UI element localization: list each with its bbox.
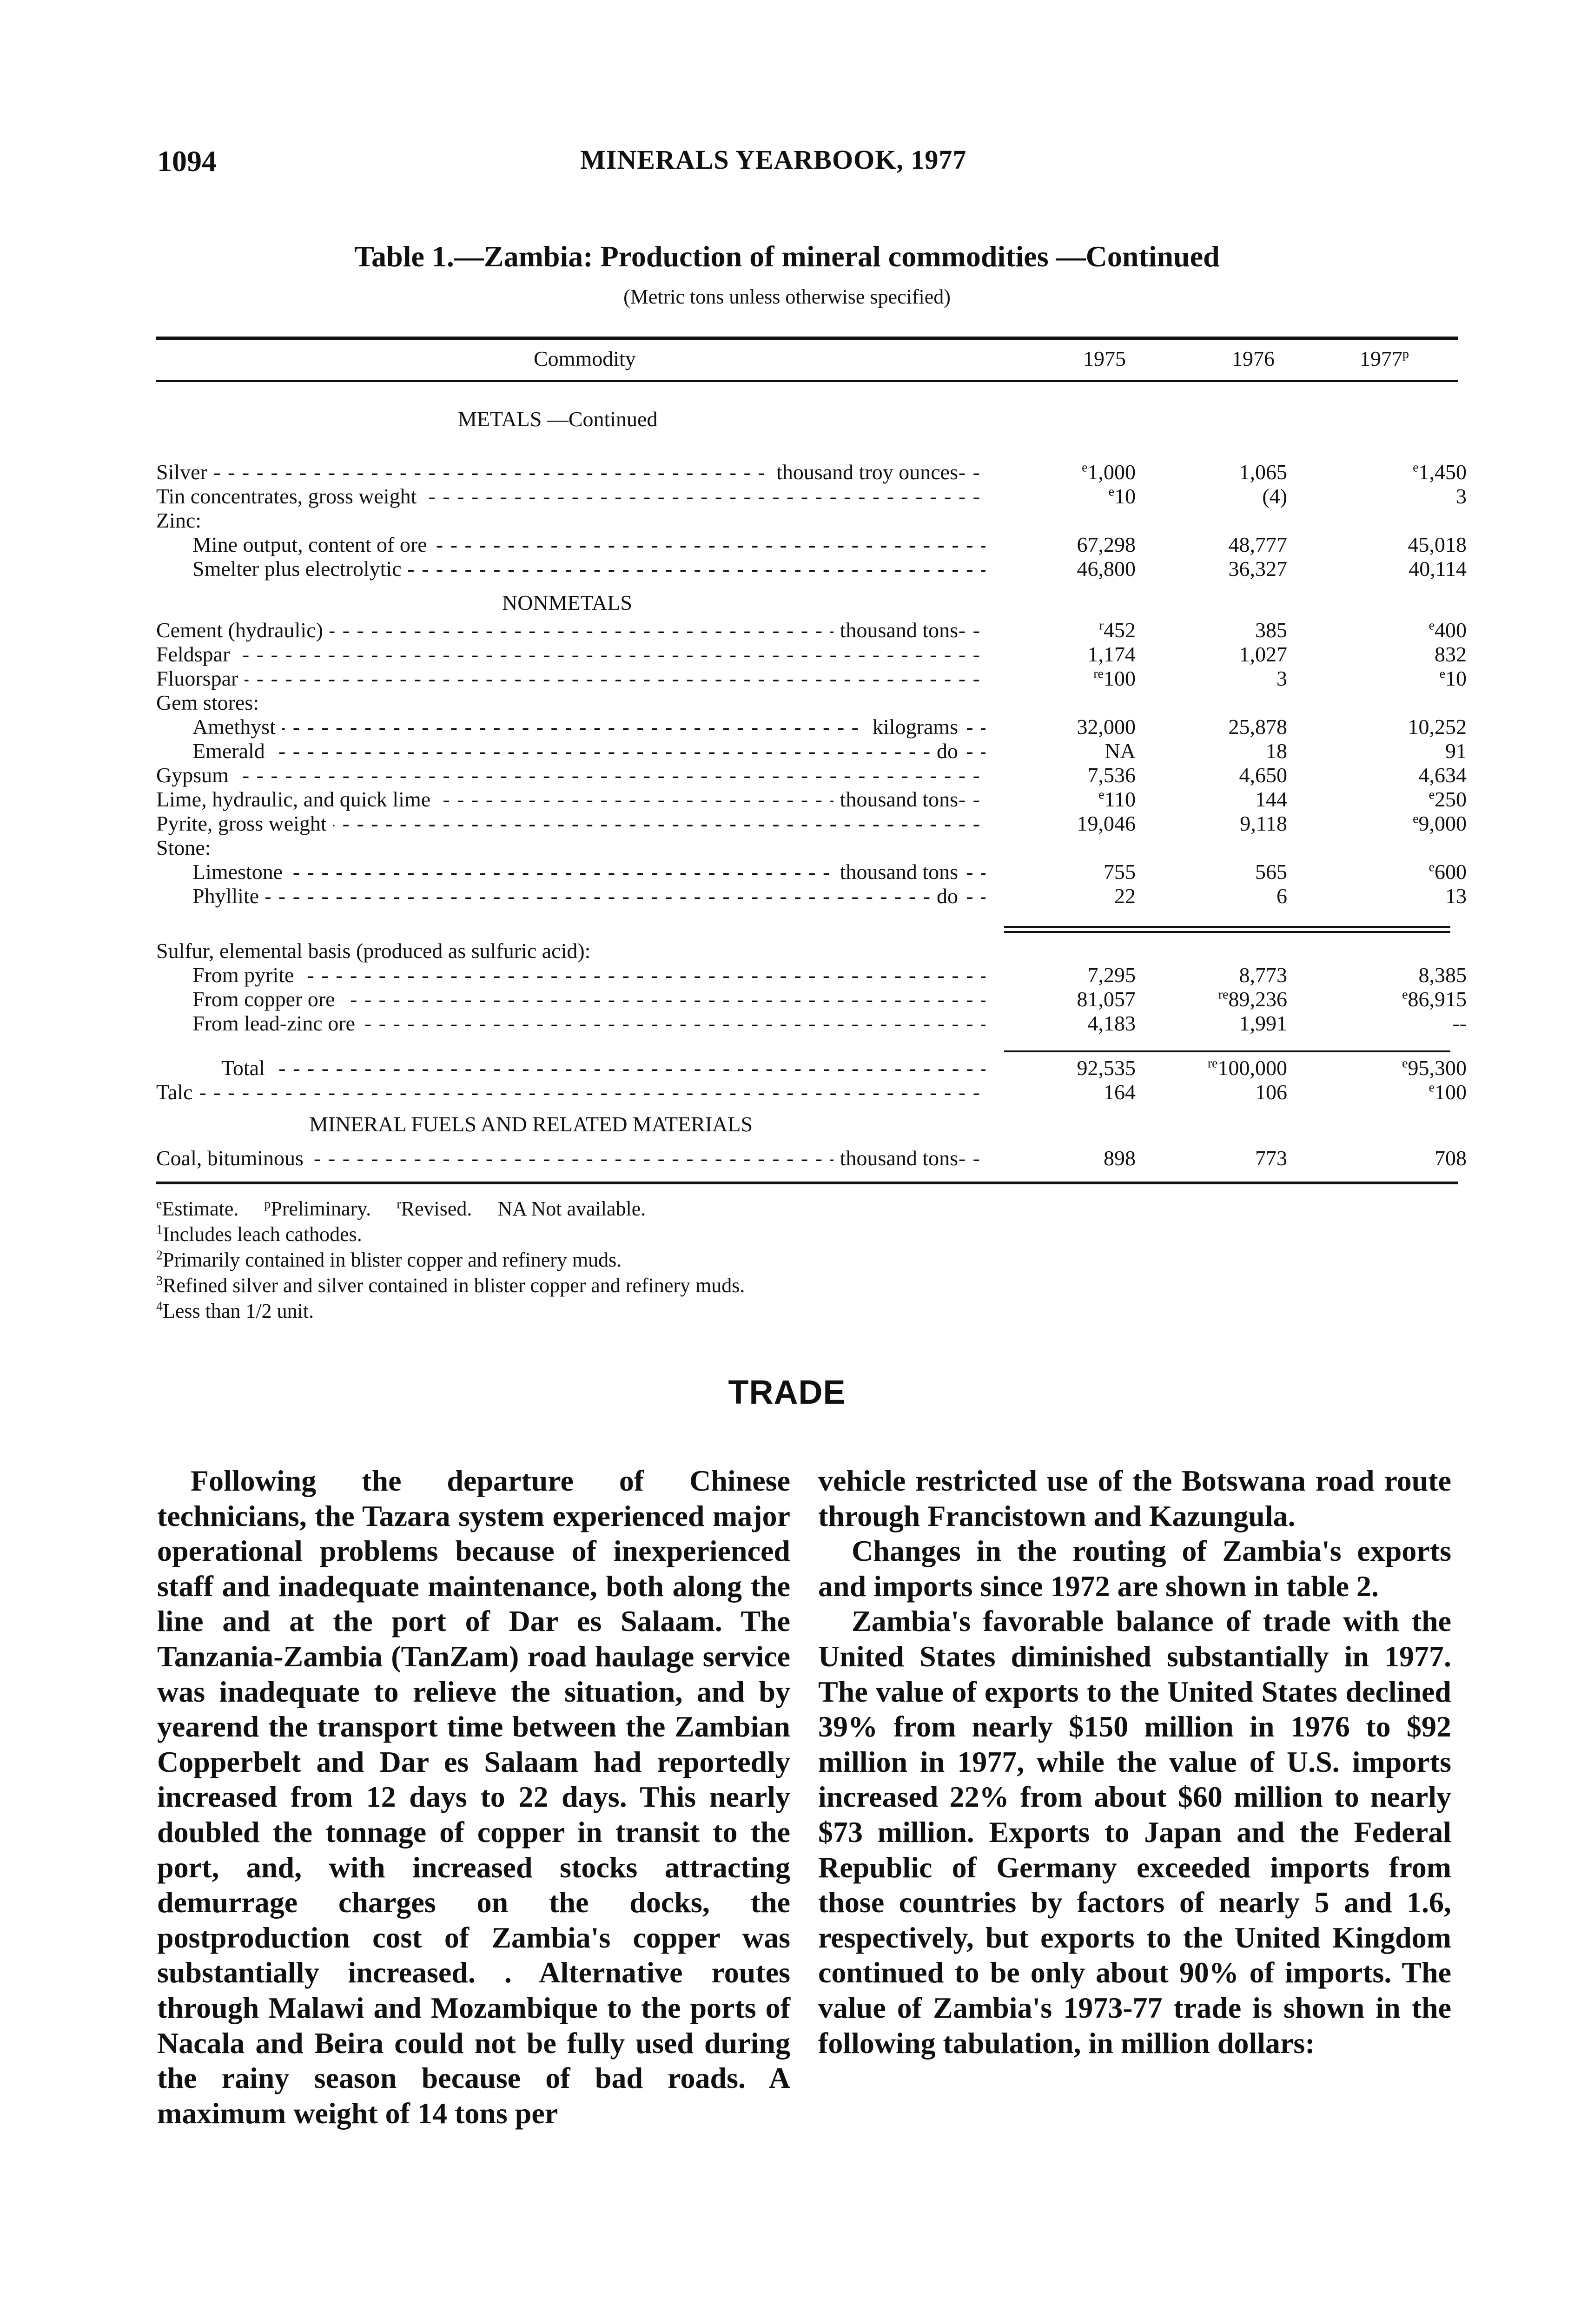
table-subtitle: (Metric tons unless otherwise specified) [623, 285, 951, 308]
table-row [156, 987, 1467, 1011]
cell-1975: 4,183 [1087, 1011, 1136, 1035]
table-bottom-rule [156, 1182, 1458, 1184]
cell-1976: $^{re}$100,000 [1207, 1056, 1287, 1080]
row-label-text: Amethyst [192, 715, 282, 739]
table-row [156, 533, 1467, 557]
row-unit: do [930, 884, 958, 908]
row-label [192, 739, 985, 763]
row-label [192, 533, 985, 557]
row-label [156, 763, 985, 787]
cell-1977: 40,114 [1409, 557, 1467, 581]
cell-1975: 164 [1104, 1080, 1136, 1104]
row-label [192, 884, 985, 908]
cell-1976: 1,065 [1239, 460, 1287, 484]
row-label-text: Fluorspar [156, 667, 245, 690]
cell-1976: 3 [1276, 667, 1287, 690]
footnote-3: $^3$Refined silver and silver contained in blister copper and refinery muds. [156, 1274, 745, 1297]
cell-1976: $^{re}$89,236 [1218, 987, 1287, 1011]
row-label [192, 963, 985, 987]
footnote-4: $^4$Less than 1/2 unit. [156, 1299, 314, 1322]
row-label-text: From pyrite [192, 963, 300, 987]
cell-1977: 13 [1445, 884, 1467, 908]
cell-1977: 91 [1445, 739, 1467, 763]
cell-1977: $^e$10 [1439, 667, 1467, 690]
row-label [192, 557, 985, 581]
subtotal-rule-2 [1004, 931, 1450, 933]
cell-1975: 92,535 [1077, 1056, 1136, 1080]
row-label-text: Gypsum [156, 763, 235, 787]
row-label [156, 508, 985, 533]
cell-1976: 25,878 [1228, 715, 1287, 739]
cell-1977: $^e$600 [1429, 860, 1467, 884]
cell-1977: -- [1452, 1011, 1467, 1035]
cell-1976: 144 [1255, 787, 1287, 811]
row-label-text: Cement (hydraulic) [156, 618, 330, 642]
cell-1976: (4) [1262, 484, 1287, 508]
column-header-1977: 1977$^p$ [1360, 347, 1409, 370]
cell-1976: 773 [1255, 1146, 1287, 1170]
table-row [156, 460, 1467, 484]
cell-1976: 8,773 [1239, 963, 1287, 987]
cell-1976: 1,027 [1239, 642, 1287, 666]
cell-1975: $^e$1,000 [1082, 460, 1136, 484]
table-row [156, 860, 1467, 884]
row-label-text: Pyrite, gross weight [156, 812, 333, 835]
table-row [156, 836, 1467, 860]
table-row [156, 667, 1467, 691]
table-row [156, 557, 1467, 581]
page-number: 1094 [157, 145, 217, 178]
cell-1977: $^e$100 [1429, 1080, 1467, 1104]
cell-1975: $^r$452 [1099, 618, 1136, 642]
cell-1976: 9,118 [1240, 812, 1287, 835]
paragraph: Zambia's favorable balance of trade with the United States diminished substantially in 1977. The value of exports to the United States declined 39% from nearly $150 million in 1976 to $92 million in 1977, while the value of U.S. imports increased 22% from about $60 million to nearly $73 million. Exports to Japan and the Federal Republic of Germany exceeded imports from those countries by factors of nearly 5 and 1.6, respectively, but exports to the United Kingdom continued to be only about 90% of imports. The value of Zambia's 1973-77 trade is shown in the following tabulation, in million dollars: [818, 1604, 1451, 2060]
cell-1976: 6 [1276, 884, 1287, 908]
table-row [156, 739, 1467, 763]
row-label-text: Phyllite [192, 884, 265, 908]
row-label-text: Silver [156, 460, 214, 484]
row-label-text: Total [221, 1056, 271, 1080]
row-label-text: From lead-zinc ore [192, 1011, 362, 1035]
row-unit: do [930, 739, 958, 763]
row-unit: thousand tons [833, 860, 958, 884]
cell-1975: $^{re}$100 [1093, 667, 1136, 690]
table-header-rule [156, 380, 1458, 382]
row-label [156, 812, 985, 836]
cell-1977: $^e$400 [1429, 618, 1467, 642]
row-label-text: Gem stores: [156, 691, 265, 714]
column-header-1976: 1976 [1232, 347, 1275, 370]
row-label-text: Tin concentrates, gross weight [156, 484, 423, 508]
cell-1977: 4,634 [1418, 763, 1467, 787]
cell-1977: $^e$250 [1429, 787, 1467, 811]
row-label-text: Stone: [156, 836, 218, 859]
row-label [156, 939, 985, 963]
table-top-rule [156, 337, 1458, 340]
cell-1975: 22 [1114, 884, 1136, 908]
cell-1977: 832 [1435, 642, 1467, 666]
cell-1977: $^e$9,000 [1413, 812, 1467, 835]
cell-1977: $^e$1,450 [1413, 460, 1467, 484]
table-row [156, 787, 1467, 812]
footnote-2: $^2$Primarily contained in blister copper and refinery muds. [156, 1248, 622, 1271]
cell-1975: 67,298 [1077, 533, 1136, 556]
row-label [192, 1011, 985, 1036]
cell-1975: 32,000 [1077, 715, 1136, 739]
cell-1975: 755 [1104, 860, 1136, 884]
cell-1976: 385 [1255, 618, 1287, 642]
row-label-text: Zinc: [156, 508, 208, 532]
row-label [156, 836, 985, 860]
subtotal-rule-1 [1004, 926, 1450, 928]
row-unit: thousand tons [833, 618, 958, 642]
cell-1975: $^e$110 [1098, 787, 1136, 811]
row-label [156, 484, 985, 508]
table-row [156, 618, 1467, 642]
row-label-text: Mine output, content of ore [192, 533, 434, 556]
text-column-right [818, 1463, 1451, 2060]
cell-1977: $^e$86,915 [1402, 987, 1467, 1011]
cell-1975: 19,046 [1077, 812, 1136, 835]
row-label [156, 642, 985, 667]
row-label-text: From copper ore [192, 987, 342, 1011]
cell-1976: 4,650 [1239, 763, 1287, 787]
row-label-text: Emerald [192, 739, 271, 763]
column-header-commodity: Commodity [534, 347, 636, 370]
paragraph: Changes in the routing of Zambia's exports and imports since 1972 are shown in table 2. [818, 1534, 1451, 1603]
table-row [156, 1011, 1467, 1036]
row-label [156, 667, 985, 691]
table-row [156, 642, 1467, 667]
row-unit: kilograms [866, 715, 958, 739]
paragraph: Following the departure of Chinese technicians, the Tazara system experienced major operational problems because of inexperienced staff and inadequate maintenance, both along the line and at the port of Dar es Salaam. The Tanzania-Zambia (TanZam) road haulage service was inadequate to relieve the situation, and by yearend the transport time between the Zambian Copperbelt and Dar es Salaam had reportedly increased from 12 days to 22 days. This nearly doubled the tonnage of copper in transit to the port, and, with increased stocks attracting demurrage charges on the docks, the postproduction cost of Zambia's copper was substantially increased. . Alternative routes through Malawi and Mozambique to the ports of Nacala and Beira could not be fully used during the rainy season because of bad roads. A maximum weight of 14 tons per [157, 1464, 790, 2130]
cell-1975: 1,174 [1087, 642, 1136, 666]
cell-1976: 36,327 [1228, 557, 1287, 581]
running-head: MINERALS YEARBOOK, 1977 [580, 145, 967, 175]
section-fuels: MINERAL FUELS AND RELATED MATERIALS [309, 1112, 753, 1136]
table-row [156, 1146, 1467, 1170]
cell-1976: 48,777 [1228, 533, 1287, 556]
row-label-text: Talc [156, 1080, 199, 1104]
table-row [156, 939, 1467, 963]
row-label [156, 691, 985, 715]
row-unit: thousand troy ounces [770, 460, 958, 484]
row-label [221, 1056, 985, 1080]
section-nonmetals: NONMETALS [502, 591, 632, 614]
row-label [192, 987, 985, 1011]
table-row [156, 963, 1467, 987]
cell-1977: 3 [1456, 484, 1467, 508]
row-unit: thousand tons [833, 1146, 958, 1170]
cell-1977: 10,252 [1408, 715, 1467, 739]
text-column-left [157, 1463, 790, 2131]
cell-1976: 18 [1266, 739, 1287, 763]
footnote-1: $^1$Includes leach cathodes. [156, 1222, 362, 1246]
row-label-text: Smelter plus electrolytic [192, 557, 408, 581]
table-row [156, 715, 1467, 739]
table-row [156, 484, 1467, 508]
row-unit: thousand tons [833, 787, 958, 812]
cell-1976: 1,991 [1239, 1011, 1287, 1035]
table-row [156, 508, 1467, 533]
row-label-text: Lime, hydraulic, and quick lime [156, 787, 437, 811]
cell-1975: 81,057 [1077, 987, 1136, 1011]
table-row [156, 884, 1467, 908]
row-label-text: Feldspar [156, 642, 236, 666]
column-header-1975: 1975 [1083, 347, 1126, 370]
table-row [156, 691, 1467, 715]
cell-1975: NA [1104, 739, 1136, 763]
section-metals: METALS —Continued [458, 407, 658, 431]
table-title: Table 1.—Zambia: Production of mineral commodities —Continued [354, 240, 1220, 273]
cell-1977: $^e$95,300 [1402, 1056, 1467, 1080]
cell-1975: 898 [1104, 1146, 1136, 1170]
cell-1977: 708 [1435, 1146, 1467, 1170]
cell-1975: 7,536 [1087, 763, 1136, 787]
total-rule [1004, 1050, 1450, 1052]
table-row [156, 763, 1467, 787]
cell-1975: $^e$10 [1108, 484, 1136, 508]
table-row [156, 1080, 1467, 1104]
table-row [156, 812, 1467, 836]
row-label-text: Limestone [192, 860, 289, 884]
footnote-legend: $^e$Estimate. $^p$Preliminary. $^r$Revised. NA Not available. [156, 1197, 646, 1220]
trade-heading: TRADE [728, 1374, 846, 1411]
row-label [156, 1080, 985, 1104]
cell-1975: 46,800 [1077, 557, 1136, 581]
cell-1976: 565 [1255, 860, 1287, 884]
cell-1977: 45,018 [1408, 533, 1467, 556]
cell-1975: 7,295 [1087, 963, 1136, 987]
cell-1976: 106 [1255, 1080, 1287, 1104]
cell-1977: 8,385 [1418, 963, 1467, 987]
row-label-text: Sulfur, elemental basis (produced as sulfuric acid): [156, 939, 597, 963]
table-row [156, 1056, 1467, 1080]
paragraph: vehicle restricted use of the Botswana road route through Francistown and Kazungula. [818, 1464, 1451, 1532]
row-label-text: Coal, bituminous [156, 1146, 310, 1170]
